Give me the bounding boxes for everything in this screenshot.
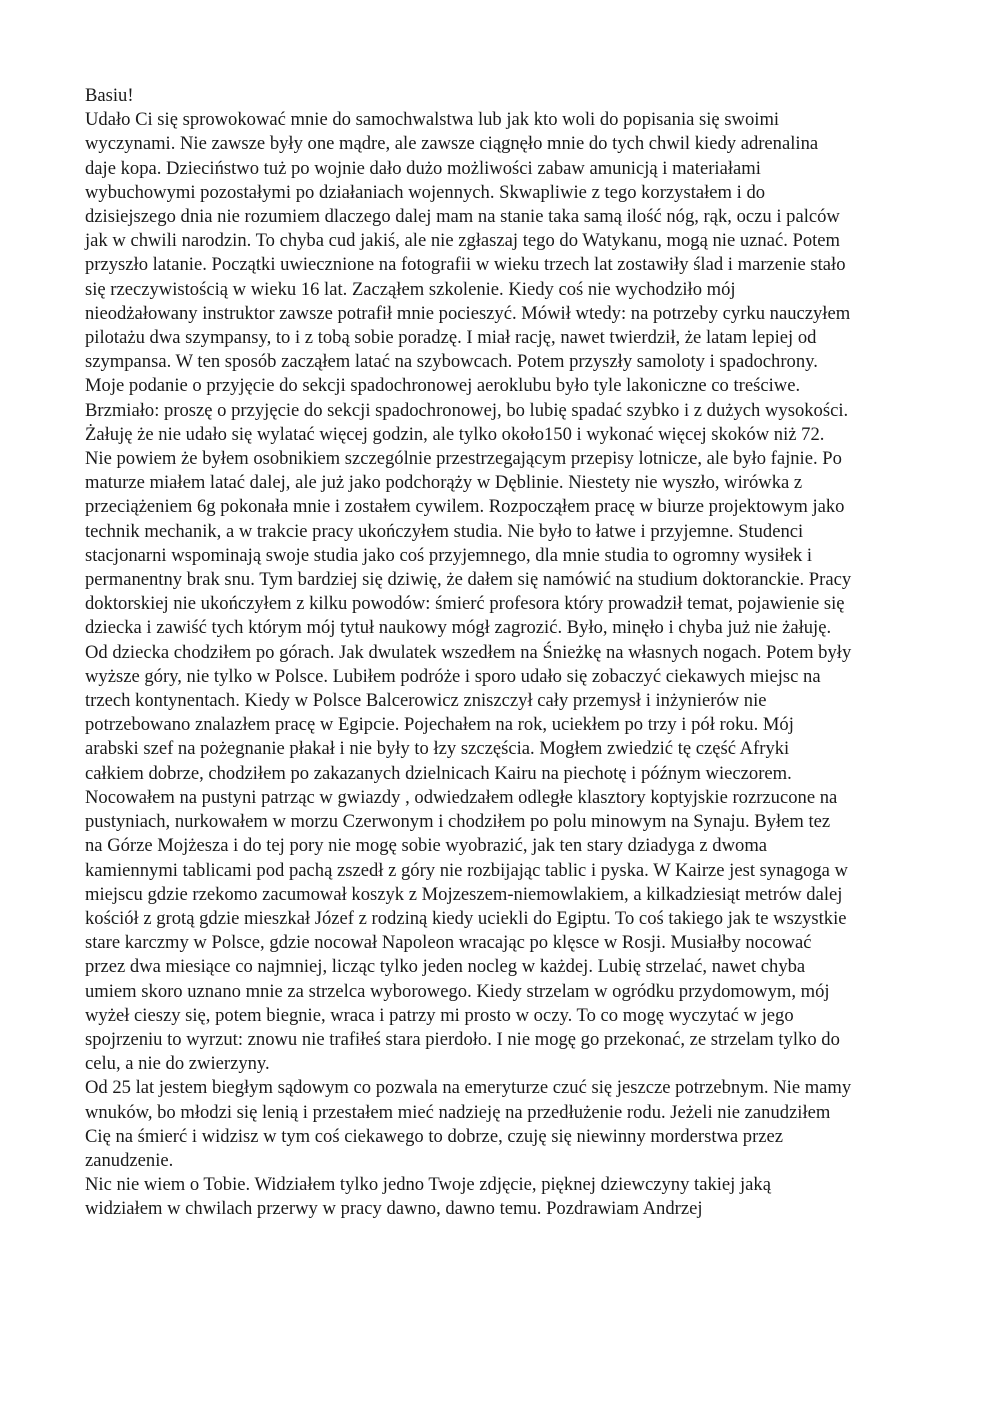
text-line: pustyniach, nurkowałem w morzu Czerwonym i chodziłem po polu minowym na Synaju. Byłem tez (85, 811, 831, 833)
text-line: Nocowałem na pustyni patrząc w gwiazdy , odwiedzałem odległe klasztory koptyjskie rozrzucone na (85, 786, 838, 808)
text-line: nieodżałowany instruktor zawsze potrafił mnie pocieszyć. Mówił wtedy: na potrzeby cyrku nauczyłem (85, 302, 851, 324)
text-line: trzech kontynentach. Kiedy w Polsce Balcerowicz zniszczył cały przemysł i inżynierów nie (85, 690, 767, 712)
text-line: Nie powiem że byłem osobnikiem szczególnie przestrzegającym przepisy lotnicze, ale było fajnie. Po (85, 448, 842, 470)
text-line: na Górze Mojżesza i do tej pory nie mogę sobie wyobrazić, jak ten stary dziadyga z dwoma (85, 835, 768, 857)
text-line: Cię na śmierć i widzisz w tym coś ciekawego to dobrze, czuję się niewinny morderstwa przez (85, 1125, 784, 1147)
letter-paragraph (85, 1076, 915, 1173)
text-line: doktorskiej nie ukończyłem z kilku powodów: śmierć profesora który prowadził temat, pojawienie się (85, 593, 845, 615)
letter-greeting (85, 84, 915, 108)
text-line: wyższe góry, nie tylko w Polsce. Lubiłem podróże i sporo udało się zobaczyć ciekawych miejsc na (85, 665, 821, 687)
text-line: wyczynami. Nie zawsze były one mądre, ale zawsze ciągnęło mnie do tych chwil kiedy adrenalina (85, 133, 819, 155)
text-line: celu, a nie do zwierzyny. (85, 1053, 270, 1075)
text-line: permanentny brak snu. Tym bardziej się dziwię, że dałem się namówić na studium doktoranckie. Pracy (85, 569, 852, 591)
text-line: miejscu gdzie rzekomo zacumował koszyk z Mojzeszem-niemowlakiem, a kilkadziesiąt metrów dalej (85, 883, 843, 905)
letter-body (85, 84, 915, 1222)
text-line: daje kopa. Dzieciństwo tuż po wojnie dało dużo możliwości zabaw amunicją i materiałami (85, 157, 761, 179)
text-line: się rzeczywistością w wieku 16 lat. Zacząłem szkolenie. Kiedy coś nie wychodziło mój (85, 278, 736, 300)
text-line: potrzebowano znalazłem pracę w Egipcie. Pojechałem na rok, uciekłem po trzy i pół roku. Mój (85, 714, 794, 736)
text-line: zanudzenie. (85, 1149, 174, 1171)
text-line: dzisiejszego dnia nie rozumiem dlaczego dalej mam na stanie taka samą ilość nóg, rąk, oczu i palców (85, 206, 840, 228)
text-line: szympansa. W ten sposób zacząłem latać na szybowcach. Potem przyszły samoloty i spadochrony. (85, 351, 818, 373)
text-line: Brzmiało: proszę o przyjęcie do sekcji spadochronowej, bo lubię spadać szybko i z dużych wysokości. (85, 399, 849, 421)
text-line: Żałuję że nie udało się wylatać więcej godzin, ale tylko około150 i wykonać więcej skoków niż 72. (85, 423, 825, 445)
text-line: wybuchowymi pozostałymi po działaniach wojennych. Skwapliwie z tego korzystałem i do (85, 181, 766, 203)
text-line: jak w chwili narodzin. To chyba cud jakiś, ale nie zgłaszaj tego do Watykanu, mogą nie uznać. Potem (85, 230, 841, 252)
text-line: kamiennymi tablicami pod pachą zszedł z góry nie rozbijając tablic i pyska. W Kairze jest synagoga w (85, 859, 848, 881)
text-line: Nic nie wiem o Tobie. Widziałem tylko jedno Twoje zdjęcie, pięknej dziewczyny takiej jaką (85, 1174, 771, 1196)
text-line: wyżeł cieszy się, potem biegnie, wraca i patrzy mi prosto w oczy. To co mogę wyczytać w jego (85, 1004, 794, 1026)
text-line: pilotażu dwa szympansy, to i z tobą sobie poradzę. I miał rację, nawet twierdził, że latam lepiej od (85, 327, 817, 349)
text-line: Od dziecka chodziłem po górach. Jak dwulatek wszedłem na Śnieżkę na własnych nogach. Potem były (85, 641, 852, 663)
text-line: przez dwa miesiące co najmniej, licząc tylko jeden nocleg w każdej. Lubię strzelać, nawet chyba (85, 956, 806, 978)
text-line: arabski szef na pożegnanie płakał i nie były to łzy szczęścia. Mogłem zwiedzić tę część Afryki (85, 738, 790, 760)
text-line: umiem skoro uznano mnie za strzelca wyborowego. Kiedy strzelam w ogródku przydomowym, mój (85, 980, 830, 1002)
text-line: stare karczmy w Polsce, gdzie nocował Napoleon wracając po klęsce w Rosji. Musiałby nocować (85, 932, 812, 954)
letter-paragraph (85, 108, 915, 1076)
text-line: maturze miałem latać dalej, ale już jako podchorąży w Dęblinie. Niestety nie wyszło, wirówka z (85, 472, 803, 494)
greeting-line: Basiu! (85, 85, 134, 106)
text-line: Udało Ci się sprowokować mnie do samochwalstwa lub jak kto woli do popisania się swoimi (85, 109, 780, 131)
text-line: spojrzeniu to wyrzut: znowu nie trafiłeś stara pierdoło. I nie mogę go przekonać, ze strzelam tylko do (85, 1028, 840, 1050)
text-line: przeciążeniem 6g pokonała mnie i zostałem cywilem. Rozpocząłem pracę w biurze projektowym jako (85, 496, 845, 518)
text-line: dziecka i zawiść tych którym mój tytuł naukowy mógł zagrozić. Było, minęło i chyba już nie żałuję. (85, 617, 832, 639)
text-line: kościół z grotą gdzie mieszkał Józef z rodziną kiedy uciekli do Egiptu. To coś takiego jak te wszystkie (85, 907, 847, 929)
text-line: wnuków, bo młodzi się lenią i przestałem mieć nadzieję na przedłużenie rodu. Jeżeli nie zanudziłem (85, 1101, 831, 1123)
text-line: widziałem w chwilach przerwy w pracy dawno, dawno temu. Pozdrawiam Andrzej (85, 1198, 703, 1220)
text-line: całkiem dobrze, chodziłem po zakazanych dzielnicach Kairu na piechotę i późnym wieczorem. (85, 762, 792, 784)
text-line: przyszło latanie. Początki uwiecznione na fotografii w wieku trzech lat zostawiły ślad i marzenie stało (85, 254, 846, 276)
text-line: stacjonarni wspominają swoje studia jako coś przyjemnego, dla mnie studia to ogromny wysiłek i (85, 544, 813, 566)
text-line: Moje podanie o przyjęcie do sekcji spadochronowej aeroklubu było tyle lakoniczne co treściwe. (85, 375, 801, 397)
text-line: technik mechanik, a w trakcie pracy ukończyłem studia. Nie było to łatwe i przyjemne. Studenci (85, 520, 804, 542)
letter-paragraph (85, 1173, 915, 1221)
text-line: Od 25 lat jestem biegłym sądowym co pozwala na emeryturze czuć się jeszcze potrzebnym. Nie mamy (85, 1077, 852, 1099)
